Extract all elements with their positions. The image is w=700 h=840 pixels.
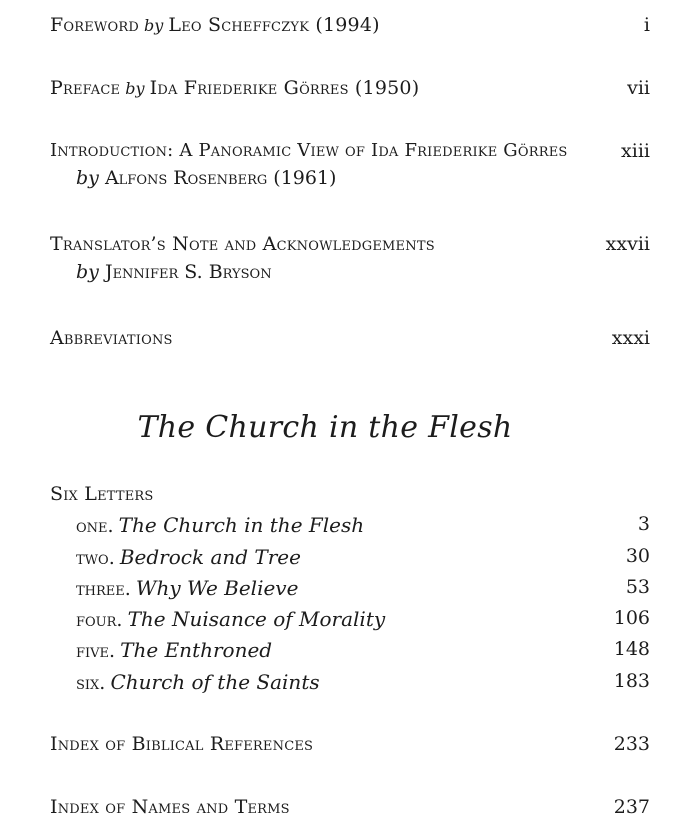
toc-entry-letter-six[interactable]: [76, 670, 650, 696]
page-number: vii: [627, 77, 650, 99]
by-label: by: [76, 167, 99, 189]
letter-number: three.: [76, 578, 131, 600]
entry-author: Leo Scheffczyk (1994): [168, 14, 380, 36]
toc-entry-index-biblical[interactable]: [50, 733, 650, 755]
entry-title: Translator’s Note and Acknowledgements: [50, 233, 435, 255]
by-label: by: [125, 79, 145, 98]
by-label: by: [144, 16, 164, 35]
entry-title: Index of Biblical References: [50, 733, 314, 755]
letter-title: The Church in the Flesh: [118, 513, 365, 537]
entry-title: Index of Names and Terms: [50, 796, 290, 818]
letter-title: The Nuisance of Morality: [127, 607, 386, 631]
toc-entry-letter-one[interactable]: [76, 513, 650, 539]
entry-title: Abbreviations: [50, 327, 173, 349]
letter-number: five.: [76, 640, 116, 662]
letter-number: two.: [76, 547, 115, 569]
entry-author-line: [50, 261, 650, 283]
entry-title: Six Letters: [50, 483, 154, 505]
section-title: The Church in the Flesh: [137, 410, 513, 445]
toc-entry-letter-four[interactable]: [76, 607, 650, 633]
letter-title: Bedrock and Tree: [119, 545, 301, 569]
toc-entry-foreword[interactable]: [50, 14, 650, 36]
letter-title: Church of the Saints: [110, 670, 320, 694]
letter-number: six.: [76, 672, 106, 694]
toc-entry-translators-note[interactable]: [50, 233, 650, 283]
toc-entry-six-letters[interactable]: [50, 483, 650, 505]
page-number: xxxi: [611, 327, 650, 349]
page-number: 148: [613, 638, 650, 660]
page-number: 3: [637, 513, 650, 535]
toc-entry-letter-five[interactable]: [76, 638, 650, 664]
page-number: 183: [613, 670, 650, 692]
toc-entry-letter-two[interactable]: [76, 545, 650, 571]
entry-title: Introduction: A Panoramic View of Ida Friederike Görres: [50, 140, 568, 161]
toc-entry-index-names[interactable]: [50, 796, 650, 818]
page-number: 53: [625, 576, 650, 598]
entry-title: Preface: [50, 77, 121, 99]
toc-entry-abbreviations[interactable]: [50, 327, 650, 349]
page-number: 30: [625, 545, 650, 567]
page-number: xiii: [621, 140, 650, 162]
page-number: i: [643, 14, 650, 36]
page-number: 106: [613, 607, 650, 629]
entry-author: Jennifer S. Bryson: [104, 261, 272, 283]
letter-title: Why We Believe: [135, 576, 299, 600]
letter-number: one.: [76, 515, 114, 537]
entry-author-line: [50, 167, 650, 189]
page-number: 237: [613, 796, 650, 818]
letter-title: The Enthroned: [120, 638, 273, 662]
page-number: xxvii: [605, 233, 650, 255]
toc-entry-preface[interactable]: [50, 77, 650, 99]
letter-number: four.: [76, 609, 123, 631]
toc-entry-letter-three[interactable]: [76, 576, 650, 602]
entry-title: Foreword: [50, 14, 139, 36]
by-label: by: [76, 261, 99, 283]
toc-entry-introduction[interactable]: [50, 140, 650, 189]
page-number: 233: [613, 733, 650, 755]
entry-author: Alfons Rosenberg (1961): [104, 167, 337, 189]
entry-author: Ida Friederike Görres (1950): [149, 77, 420, 99]
